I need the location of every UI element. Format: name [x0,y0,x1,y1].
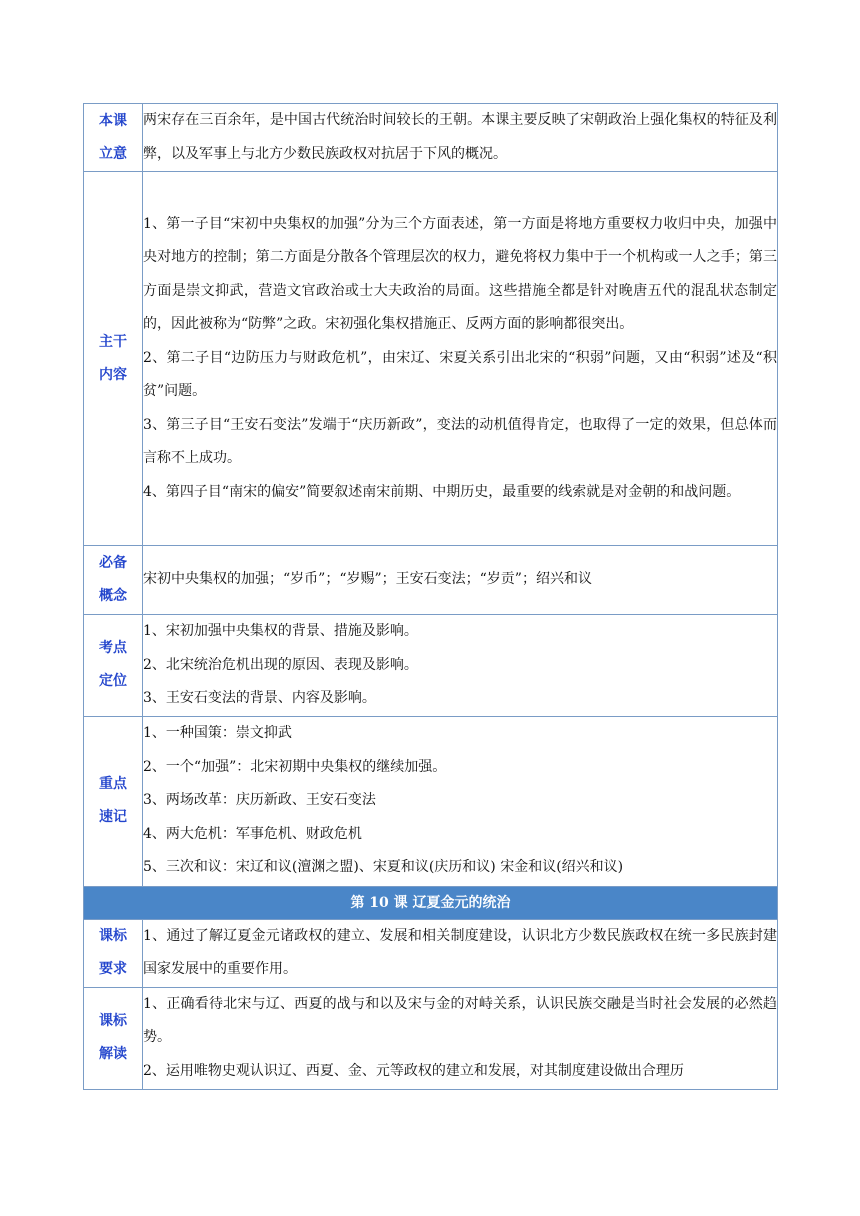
row-label-line: 重点 [99,776,127,792]
row-label-line: 必备 [99,555,127,571]
row-label-line: 速记 [99,809,127,825]
row-label-line: 概念 [99,588,127,604]
row-content [143,104,778,172]
paragraph: 1、正确看待北宋与辽、西夏的战与和以及宋与金的对峙关系，认识民族交融是当时社会发展的必然趋势。 [143,995,777,1046]
row-content [143,172,778,546]
paragraph: 宋初中央集权的加强；“岁币”；“岁赐”；王安石变法；“岁贡”；绍兴和议 [143,571,592,588]
paragraph: 3、第三子目“王安石变法”发端于“庆历新政”，变法的动机值得肯定，也取得了一定的效果，但总体而言称不上成功。 [143,416,777,467]
table-row-standard-requirements [84,919,778,987]
paragraph: 2、北宋统治危机出现的原因、表现及影响。 [143,656,418,673]
row-label [84,104,143,172]
paragraph: 1、一种国策：崇文抑武 [143,725,292,742]
lesson-table [83,103,778,1090]
paragraph: 2、运用唯物史观认识辽、西夏、金、元等政权的建立和发展，对其制度建设做出合理历 [143,1062,684,1079]
paragraph: 3、王安石变法的背景、内容及影响。 [143,690,376,706]
row-label-line: 课标 [99,928,127,944]
paragraph: 两宋存在三百余年，是中国古代统治时间较长的王朝。本课主要反映了宋朝政治上强化集权的特征及利弊，以及军事上与北方少数民族政权对抗居于下风的概况。 [143,112,777,162]
row-label-line: 本课 [99,112,127,129]
row-label-line: 考点 [99,640,127,657]
table-row-key-concepts [84,546,778,615]
row-label-line: 要求 [99,961,127,977]
row-label-line: 内容 [99,366,127,383]
table-row-exam-points [84,615,778,717]
row-content [143,987,778,1089]
paragraph: 3、两场改革：庆历新政、王安石变法 [143,792,376,809]
table-row-section-header [84,886,778,919]
table-row-main-content [84,172,778,546]
row-label [84,172,143,546]
row-label-line: 课标 [99,1013,127,1029]
row-content [143,716,778,886]
paragraph: 2、一个“加强”：北宋初期中央集权的继续加强。 [143,758,447,775]
paragraph: 2、第二子目“边防压力与财政危机”，由宋辽、宋夏关系引出北宋的“积弱”问题，又由“积弱”述及“积贫”问题。 [143,349,777,400]
paragraph: 1、宋初加强中央集权的背景、措施及影响。 [143,623,418,639]
row-label-line: 主干 [99,333,127,350]
row-label [84,615,143,717]
paragraph: 1、通过了解辽夏金元诸政权的建立、发展和相关制度建设，认识北方少数民族政权在统一多民族封建国家发展中的重要作用。 [143,927,777,977]
row-label-line: 立意 [99,145,127,162]
paragraph: 1、第一子目“宋初中央集权的加强”分为三个方面表述，第一方面是将地方重要权力收归中央，加强中央对地方的控制；第二方面是分散各个管理层次的权力，避免将权力集中于一个机构或一人之手；第三方面是崇文抑武，营造文官政治或士大夫政治的局面。这些措施全都是针对晚唐五代的混乱状态制定的，因此被称为“防弊”之政。宋初强化集权措施正、反两方面的影响都很突出。 [143,215,777,333]
row-label [84,716,143,886]
row-label [84,546,143,615]
row-content [143,919,778,987]
table-row-lesson-intent [84,104,778,172]
paragraph: 5、三次和议：宋辽和议(澶渊之盟)、宋夏和议(庆历和议) 宋金和议(绍兴和议) [143,859,624,876]
table-row-standard-interpretation [84,987,778,1089]
row-content [143,546,778,615]
section-title: 第 10 课 辽夏金元的统治 [84,886,778,919]
paragraph: 4、第四子目“南宋的偏安”简要叙述南宋前期、中期历史，最重要的线索就是对金朝的和战问题。 [143,483,741,500]
row-label [84,919,143,987]
row-label [84,987,143,1089]
table-row-quick-notes [84,716,778,886]
paragraph: 4、两大危机：军事危机、财政危机 [143,825,362,842]
row-label-line: 解读 [99,1046,127,1062]
row-content [143,615,778,717]
row-label-line: 定位 [99,673,127,690]
